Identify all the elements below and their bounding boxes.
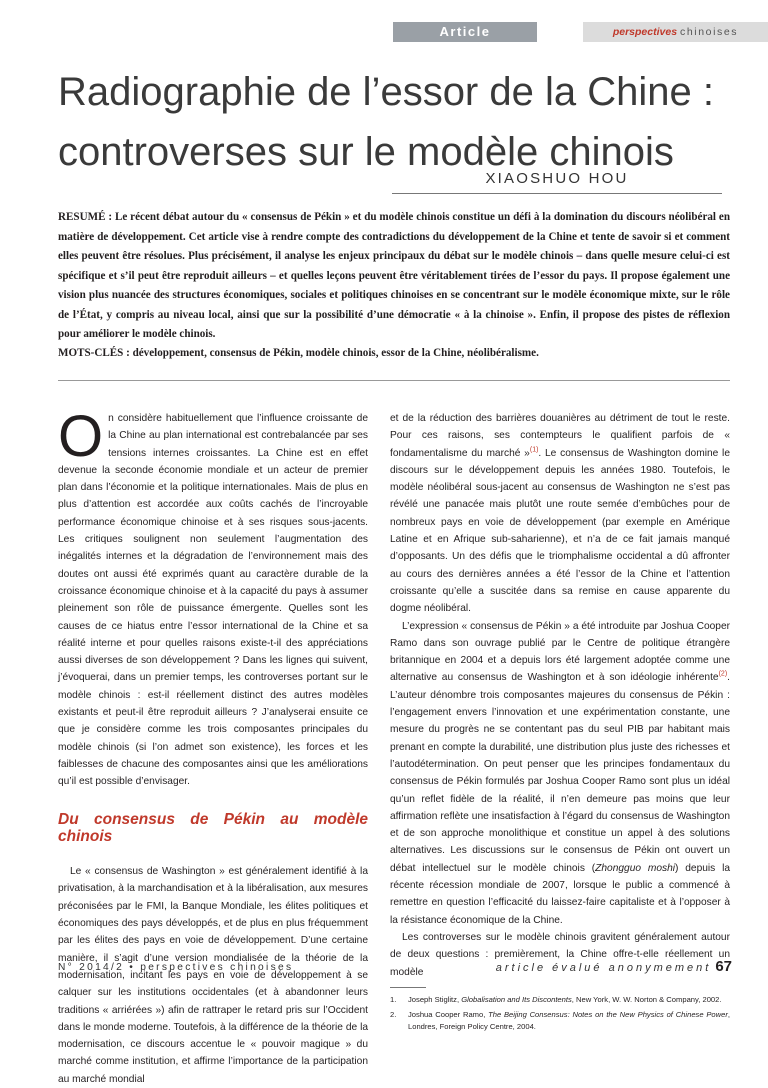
journal-label-light: chinoises — [679, 26, 739, 38]
footer-review-note — [496, 958, 732, 975]
body-italic: Zhongguo moshi — [595, 862, 676, 874]
keywords: MOTS-CLÉS : développement, consensus de Pékin, modèle chinois, essor de la Chine, néolibéralisme. — [58, 347, 539, 359]
journal-label-bold: perspectives — [612, 26, 678, 38]
footnote-number: 1. — [390, 994, 397, 1004]
intro-paragraph — [58, 404, 368, 791]
article-label: Article — [393, 22, 537, 42]
footnote-title: Globalisation and Its Discontents — [461, 994, 572, 1004]
intro-text: n considère habituellement que l’influence croissante de la Chine au plan international est contrebalancée par ses tensions internes croissantes. La Chine est en effet devenue la seconde économie mondiale et un acteur de premier plan dans l’économie et la politique internationales. Mais de plus en plus d’attention est accordée aux coûts cachés de l’incroyable performance économique chinoise et à ses risques sous-jacents. Les critiques soulignent non seulement l’augmentation des inégalités internes et la dégradation de l’environnement mais des doutes ont aussi été exprimés quant au caractère durable de la croissance économique chinoise et à la capacité du pays à assumer pleinement son rôle de puissance émergente. Quelles sont les causes de ce hiatus entre l’essor international de la Chine et sa réalité interne et pour quelles raisons existe-t-il des appréciations aussi diverses de son développement ? Dans les lignes qui suivent, j’évoquerai, dans un premier temps, les controverses portant sur le modèle chinois : est-il réellement distinct des autres modèles existants et peut-il être reproduit ailleurs ? J’analyserai ensuite ce que je considère comme les trois composantes principales du modèle chinois (si l’on admet son existence), les forces et les faiblesses de chacune des composantes ainsi que les améliorations qu’il est possible d’envisager. — [58, 413, 368, 788]
author-name: XIAOSHUO HOU — [485, 170, 629, 187]
body-paragraph — [390, 410, 730, 618]
page-number: 67 — [715, 958, 732, 975]
footnote-item — [390, 994, 730, 1006]
author-divider — [392, 193, 722, 194]
body-paragraph — [390, 618, 730, 929]
footnote-text — [408, 1009, 730, 1033]
body-text: et de la réduction des barrières douanières au détriment de tout le reste. Pour ces raisons, ses contempteurs le qualifient parfois de « fondamentalisme du marché » — [390, 413, 730, 459]
top-banner — [0, 0, 768, 48]
body-text: . L’auteur dénombre trois composantes majeures du consensus de Pékin : l’engagement envers l’innovation et une expérimentation constante, une mesure du progrès ne se contentant pas du seul PIB par habitant mais prenant en compte la durabilité, une distribution plus juste des richesses et l’autodétermination. On peut penser que les principes fondamentaux du consensus de Pékin formulés par Joshua Cooper Ramo sont plus un idéal qu’un reflet fidèle de la réalité, il n’en demeure pas moins que leur affirmation reflète une insatisfaction à l’égard du consensus de Washington et de son approche monolithique et constitue un appel à des solutions alternatives. Les discussions sur le consensus de Pékin ont ouvert un débat intellectuel sur le modèle chinois ( — [390, 672, 730, 874]
footnote-divider — [390, 987, 426, 988]
footnote-number: 2. — [390, 1009, 397, 1019]
journal-label — [583, 22, 768, 42]
abstract: RESUMÉ : Le récent débat autour du « consensus de Pékin » et du modèle chinois constitue un défi à la domination du discours néolibéral en matière de développement. Cet article vise à rendre compte des contradictions du développement de la Chine et tente de savoir si et comment elles peuvent être résolues. Plus précisément, il analyse les enjeux principaux du débat sur le modèle chinois – dans quelle mesure celui-ci est spécifique et s’il peut être reproduit ailleurs – et quelles leçons peuvent être véritablement tirées de l’essor du pays. Il propose également une vision plus nuancée des structures économiques, sociales et politiques chinoises en se concentrant sur le modèle économique mixte, sur le rôle de l’État, y compris au niveau local, ainsi que sur la possibilité d’une démocratie « à la chinoise ». Enfin, il propose des pistes de réflexion pour améliorer le modèle chinois. — [58, 211, 730, 340]
body-paragraph: Le « consensus de Washington » est généralement identifié à la privatisation, à la marchandisation et à la libéralisation, aux mesures préconisées par le FMI, la Banque Mondiale, les élites politiques et économiques des pays développés, et de plus en plus fréquemment par les élites des pays en voie de développement. D’une certaine manière, il s’agit d’une version mondialisée de la théorie de la modernisation, incitant les pays en voie de développement à se calquer sur les institutions occidentales (et à abandonner leurs traditions « arriérées ») afin de rattraper le retard pris sur l’Occident dans le monde moderne. Toutefois, à la différence de la théorie de la modernisation, ce discours accentue le « pouvoir magique » du marché comme institution, et affirme l’importance de la participation au marché mondial — [58, 866, 368, 1085]
footnote-author: Joseph Stiglitz, — [408, 994, 462, 1004]
footer-review-text: article évalué anonymement — [495, 962, 712, 974]
footnote-item — [390, 1009, 730, 1033]
column-left — [58, 404, 368, 1088]
body-paragraph: Les controverses sur le modèle chinois gravitent généralement autour de deux questions : premièrement, la Chine offre-t-elle réellement un modèle — [390, 931, 730, 978]
footnote-ref[interactable]: (2) — [718, 671, 728, 679]
body-text: L’expression « consensus de Pékin » a été introduite par Joshua Cooper Ramo dans son ouvrage publié par le Centre de politique étrangère britannique en 2004 et a depuis lors été largement adoptée comme une alternative au consensus de Washington et à son idéologie inhérente — [390, 620, 730, 684]
footnote-text — [408, 994, 721, 1006]
footer-issue: N° 2014/2 • perspectives chinoises — [58, 962, 294, 973]
article-title: Radiographie de l’essor de la Chine : controverses sur le modèle chinois — [58, 70, 714, 174]
column-right — [390, 410, 730, 1036]
footnote-rest: , Londres, Foreign Policy Centre, 2004. — [408, 1009, 730, 1031]
footnote-title: The Beijing Consensus: Notes on the New Physics of Chinese Power — [488, 1009, 728, 1019]
footnote-ref[interactable]: (1) — [529, 446, 539, 454]
footnote-rest: , New York, W. W. Norton & Company, 2002. — [571, 994, 722, 1004]
header-divider — [58, 380, 730, 381]
body-text: ) depuis la récente récession mondiale de 2007, lorsque le public a commencé à remettre en question l’efficacité du laissez-faire capitaliste et à l’opposer à la résistance économique de la Chine. — [390, 862, 731, 926]
section-heading: Du consensus de Pékin au modèle chinois — [58, 810, 368, 845]
drop-cap: O — [58, 404, 104, 469]
footnote-author: Joshua Cooper Ramo, — [408, 1009, 489, 1019]
body-text: . Le consensus de Washington domine le discours sur le développement depuis les années 1980. Toutefois, le modèle néolibéral sous-jacent au consensus de Washington ne s’est pas révélé une panacée mais plutôt une route semée d’embûches pour de nombreux pays en voie de développement (par exemple en Amérique Latine et en Afrique sub-saharienne), et n’a de ce fait jamais manqué d’opposants. Un des défis que le triomphalisme occidental a dû affronter au cours des dernières années a été l’essor de la Chine et l’attention croissante qu’elle a suscitée dans sa remise en cause apparente du dogme néolibéral. — [390, 447, 730, 615]
footnotes — [390, 994, 730, 1033]
